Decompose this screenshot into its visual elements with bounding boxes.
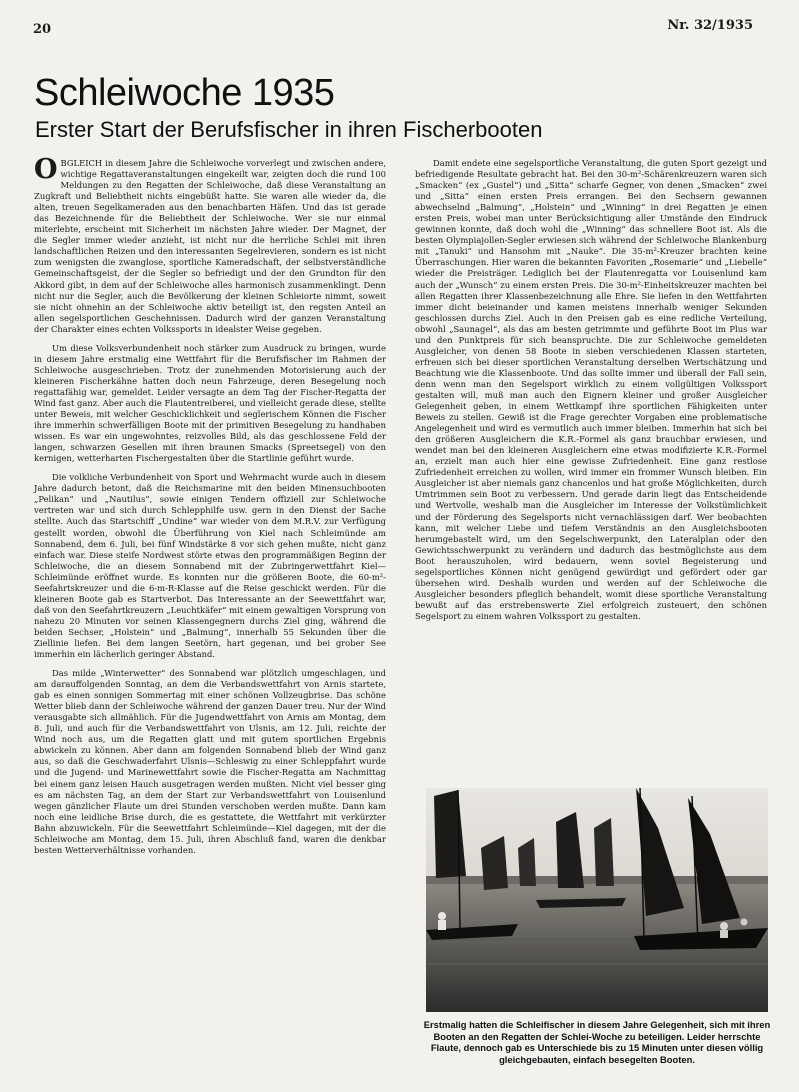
right-column bbox=[415, 158, 767, 630]
page-number: 20 bbox=[33, 22, 52, 37]
issue-number: Nr. 32/1935 bbox=[667, 18, 753, 33]
article-title: Schleiwoche 1935 bbox=[34, 72, 335, 114]
paragraph: Um diese Volksverbundenheit noch stärker zum Ausdruck zu bringen, wurde in diesem Jahre erstmalig eine Wettfahrt für die Berufsfischer im Rahmen der Schleiwoche ausgeschrieben. Trotz der zunehmenden Motorisierung auch der kleineren Fischerkähne hatten doch neun Fahrzeuge, deren Besegelung noch regattafähig war, gemeldet. Leider versagte an dem Tag der Fischer-Regatta der Wind fast ganz. Aber auch die Flautentreiberei, und vielleicht gerade diese, stellte unter Beweis, mit welcher Geschicklichkeit und seglerischem Können die Fischer ihre immerhin schwerfälligen Boote mit der primitiven Besegelung zu handhaben wissen. Es war ein ungewohntes, reizvolles Bild, als das geschlossene Feld der langen, schwarzen Gesellen mit ihren braunen Smacks (Spreetsegel) von den kernigen, wetterharten Fischergestalten über die Startlinie geführt wurde. bbox=[34, 342, 386, 464]
paragraph: Damit endete eine segelsportliche Veranstaltung, die guten Sport gezeigt und befriedigende Resultate gebracht hat. Bei den 30-m²-Schärenkreuzern waren sich „Smacken“ (ex „Gustel“) und „Sitta“ scharfe Gegner, von denen „Smacken“ zwei und „Sitta“ einen ersten Preis errangen. Bei den Sechsern gewannen abwechselnd „Balmung“, „Holstein“ und „Winning“ in drei Regatten je einen ersten Preis, wobei man unter Berücksichtigung aller Umstände den Eindruck gewinnen konnte, daß doch wohl die „Winning“ das schnellere Boot ist. Als die besten Olympiajollen-Segler erwiesen sich während der Schleiwoche Blankenburg mit „Tanuki“ und Hansohm mit „Nauke“. Die 35-m²-Kreuzer brachten keine Überraschungen. Hier waren die bekannten Favoriten „Rosemarie“ und „Liebelle“ wieder die Preisträger. Lediglich bei der Flautenregatta vor Louisenlund kam auch der „Wunsch“ zu einem ersten Preis. Die 30-m²-Einheitskreuzer machten bei allen Regatten ihrer Klassenbezeichnung alle Ehre. Sie liefen in den Wettfahrten immer dicht beieinander und kamen meistens innerhalb weniger Sekunden geschlossen durchs Ziel. Auch in den Preisen gab es eine redliche Verteilung, obwohl „Saunagel“, als das am besten getrimmte und geführte Boot im Plus war und den Punktpreis für sich beanspruchte. Die zur Schleiwoche gemeldeten Ausgleicher, von denen 58 Boote in sieben verschiedenen Klassen starteten, erfreuen sich bei dieser sportlichen Veranstaltung derselben Wertschätzung und Beachtung wie die Klassenboote. Und das sollte immer und überall der Fall sein, denn wenn man den Segelsport wirklich zu einem vollgültigen Volkssport gestalten will, muß man auch den Eignern kleiner und großer Ausgleicher Gelegenheit geben, in einem Wettkampf ihre sportlichen Fähigkeiten unter Beweis zu stellen. Gewiß ist die Frage gerechter Vorgaben eine problematische Angelegenheit und wird es vermutlich auch immer bleiben. Immerhin hat sich bei den größeren Ausgleichern die K.R.-Formel als ganz brauchbar erwiesen, und wendet man bei den kleineren Ausgleichern eine etwas modifizierte K.R.-Formel an, erzielt man auch hier eine gewisse Zufriedenheit. Eine ganz restlose Zufriedenheit erreichen zu wollen, wird immer ein frommer Wunsch bleiben. Ein Ausgleicher ist aber niemals ganz chancenlos und hat große Möglichkeiten, durch Umtrimmen sein Boot zu verbessern. Und gerade darin liegt das Entscheidende und Wertvolle, weshalb man die Ausgleicher im Interesse der Volkstümlichkeit und der Förderung des Segelsports nicht vernachlässigen darf. Wer beobachten kann, mit welcher Liebe und tiefem Verständnis an den Ausgleichsbooten herumgebastelt wird, um den Segelschwerpunkt, den Lateralplan oder den Gewichtsschwerpunkt zu verändern und dadurch das bestmöglichste aus dem Boot herauszuholen, wird bedauern, wenn soviel Begeisterung und segelsportliches Können nicht genügend gewürdigt und gefördert oder gar übersehen wird. Deshalb wurden und werden auf der Schleiwoche die Ausgleicher besonders pfleglich behandelt, womit diese sportliche Veranstaltung bewußt auf das erstrebenswerte Ziel erfolgreich zusteuert, den schönen Segelsport zu einem wahren Volkssport zu gestalten. bbox=[415, 158, 767, 621]
photo-caption: Erstmalig hatten die Schleifischer in diesem Jahre Gelegenheit, sich mit ihren Booten an den Regatten der Schlei-Woche zu beteiligen. Leider herrschte Flaute, dennoch gab es Unterschiede bis zu 15 Minuten unter diesen völlig gleichgebauten, einfach besegelten Booten. bbox=[423, 1019, 771, 1065]
drop-cap: O bbox=[34, 154, 58, 185]
fishing-boats-photo bbox=[426, 788, 768, 1012]
paragraph: Das milde „Winterwetter“ des Sonnabend war plötzlich umgeschlagen, und am darauffolgenden Sonntag, an dem die Verbandswettfahrt von Arnis startete, gab es einen sonnigen Sommertag mit einer schönen Vollzeugbrise. Das schöne Wetter blieb dann der Schleiwoche während der ganzen Dauer treu. Nur der Wind verausgabte sich allmählich. Für die Jugendwettfahrt von Arnis am Montag, dem 8. Juli, und auch für die Verbandswettfahrt von Ulsnis, am 12. Juli, reichte der Wind noch aus, um die Regatten glatt und mit gutem sportlichen Ergebnis abwickeln zu können. Aber dann am folgenden Sonnabend blieb der Wind ganz aus, so daß die Geschwaderfahrt Ulsnis—Schleswig zu einer Schleppfahrt wurde und die Jugend- und Marinewettfahrt sowie die Fischer-Regatta am Nachmittag bei einem ganz leisen Hauch ausgetragen werden mußten. Nicht viel besser ging es am nächsten Tag, an dem der Start zur Verbandswettfahrt von Louisenlund wegen gänzlicher Flaute um drei Stunden verschoben werden mußte. Dann kam noch eine leidliche Brise durch, die es gestattete, die Wettfahrt mit verkürzter Bahn abzuwickeln. Für die Seewettfahrt Schleimünde—Kiel dagegen, mit der die Schleiwoche am Montag, dem 15. Juli, ihren Abschluß fand, waren die denkbar besten Wetterverhältnisse vorhanden. bbox=[34, 668, 386, 855]
paragraph: OBGLEICH in diesem Jahre die Schleiwoche vorverlegt und zwischen andere, wichtige Regattaveranstaltungen eingekeilt war, zeigten doch die rund 100 Meldungen zu den Regatten der Schleiwoche, daß diese Veranstaltung an Zugkraft und Beliebtheit nichts eingebüßt hatte. Sie waren alle wieder da, die alten, treuen Segelkameraden aus den benachbarten Häfen. Und das ist gerade das Bezeichnende für die Beliebtheit der Schleiwoche. Wer sie nur einmal miterlebte, erscheint mit Sicherheit im nächsten Jahre wieder. Der Magnet, der die Segler immer wieder anzieht, ist nicht nur die herrliche Schlei mit ihren landschaftlichen Reizen und den interessanten Segelrevieren, sondern es ist nicht zum wenigsten die zwanglose, sportliche Kameradschaft, der selbstverständliche Gemeinschaftsgeist, der die Segler so befriedigt und der den Grundton für den Akkord gibt, in dem auf der Schleiwoche alles harmonisch zusammenklingt. Denn nicht nur die Segler, auch die Bevölkerung der kleinen Schleiorte nimmt, soweit sie nicht ohnehin an der Schleiwoche aktiv beteiligt ist, den regsten Anteil an allen segelsportlichen Geschehnissen. Dadurch wird der ganzen Veranstaltung der Charakter eines echten Volkssports in idealster Weise gegeben. bbox=[34, 154, 386, 334]
left-column bbox=[34, 154, 386, 864]
photo-illustration bbox=[426, 788, 768, 1012]
paragraph: Die volkliche Verbundenheit von Sport und Wehrmacht wurde auch in diesem Jahre dadurch betont, daß die Reichsmarine mit den beiden Minensuchbooten „Pelikan“ und „Nautilus“, sowie einigen Tendern offiziell zur Schleiwoche vertreten war und sich durch Schlepphilfe usw. gern in den Dienst der Sache stellte. Auch das Startschiff „Undine“ war wieder von dem M.R.V. zur Verfügung gestellt worden, obwohl die Überführung von Kiel nach Schleimünde am Sonnabend, dem 6. Juli, bei fünf Windstärke 8 vor sich gehen mußte, nicht ganz einfach war. Diese steife Nordwest störte etwas den programmäßigen Beginn der Schleiwoche, die an diesem Sonnabend mit der Zubringerwettfahrt Kiel—Schleimünde eröffnet wurde. Es konnten nur die größeren Boote, die 60-m²-Seefahrtskreuzer und die 6-m-R-Klasse auf die Reise geschickt werden. Für die kleineren Boote gab es Startverbot. Das Interessante an der Seewettfahrt war, daß von den Seefahrtkreuzern „Leuchtkäfer“ mit einem gewaltigen Vorsprung von nahezu 20 Minuten vor seinen Klassengegnern durchs Ziel ging, während die beiden Sechser, „Holstein“ und „Balmung“, innerhalb 55 Sekunden über die Ziellinie liefen. Bei dem langen Seetörn, hart gegenan, und bei grober See immerhin ein lächerlich geringer Abstand. bbox=[34, 472, 386, 660]
article-subtitle: Erster Start der Berufsfischer in ihren Fischerbooten bbox=[35, 117, 543, 142]
